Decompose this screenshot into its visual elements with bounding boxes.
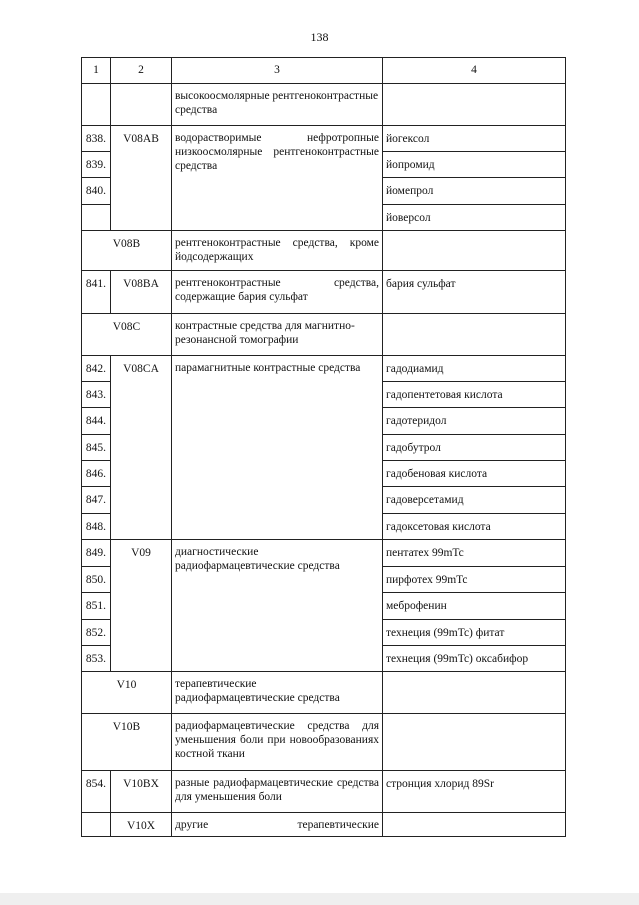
group-name	[172, 126, 383, 231]
table-row	[82, 714, 566, 771]
table-row	[82, 314, 566, 356]
drug-name: гадотеридол	[383, 408, 566, 435]
header-col-1: 1	[82, 58, 111, 84]
group-name: рентгеноконтрастные средства, кроме йодсодержащих	[172, 231, 383, 271]
table-row	[82, 540, 566, 567]
table-row	[82, 231, 566, 271]
drug-name: гадодиамид	[383, 356, 566, 382]
drug-name: йопромид	[383, 152, 566, 178]
drug-name: гадобеновая кислота	[383, 461, 566, 487]
row-number: 849.	[82, 540, 111, 567]
atc-code: V08AB	[111, 126, 172, 231]
atc-code: V10B	[82, 714, 172, 771]
group-name: рентгеноконтрастные средства, содержащие бария сульфат	[172, 271, 383, 314]
header-col-2: 2	[111, 58, 172, 84]
header-row	[82, 58, 566, 84]
drug-name: йомепрол	[383, 178, 566, 205]
atc-code: V08C	[82, 314, 172, 356]
drug-name: йогексол	[383, 126, 566, 152]
drug-name: пирфотех 99mTc	[383, 567, 566, 593]
row-number: 839.	[82, 152, 111, 178]
row-number: 847.	[82, 487, 111, 514]
table-row	[82, 271, 566, 314]
atc-code: V09	[111, 540, 172, 672]
drug-name: гадопентетовая кислота	[383, 382, 566, 408]
row-number: 838.	[82, 126, 111, 152]
group-name-text: водорастворимые нефротропные низкоосмолярные рентгеноконтрастные средства	[175, 132, 379, 172]
atc-code: V10BX	[111, 771, 172, 813]
group-name-text: парамагнитные контрастные средства	[175, 362, 361, 374]
table-row	[82, 672, 566, 714]
group-name: другие терапевтические	[172, 813, 383, 837]
drug-name: пентатех 99mTc	[383, 540, 566, 567]
drug-name: технеция (99mTc) оксабифор	[383, 646, 566, 672]
row-number: 840.	[82, 178, 111, 205]
drug-table	[81, 57, 566, 837]
group-name	[172, 356, 383, 540]
row-number: 842.	[82, 356, 111, 382]
drug-name: бария сульфат	[383, 271, 566, 314]
row-number: 841.	[82, 271, 111, 314]
header-col-4: 4	[383, 58, 566, 84]
row-number: 854.	[82, 771, 111, 813]
drug-name: стронция хлорид 89Sr	[383, 771, 566, 813]
group-name: диагностические радиофармацевтические средства	[172, 540, 383, 672]
row-number: 845.	[82, 435, 111, 461]
drug-name: технеция (99mTc) фитат	[383, 620, 566, 646]
row-number: 843.	[82, 382, 111, 408]
group-name: контрастные средства для магнитно-резонансной томографии	[172, 314, 383, 356]
group-name: разные радиофармацевтические средства для уменьшения боли	[172, 771, 383, 813]
drug-name: йоверсол	[383, 205, 566, 231]
table-row	[82, 126, 566, 152]
row-number: 851.	[82, 593, 111, 620]
table-row	[82, 356, 566, 382]
drug-name: гадоксетовая кислота	[383, 514, 566, 540]
atc-code: V10	[82, 672, 172, 714]
table-row	[82, 771, 566, 813]
page-number: 138	[310, 30, 329, 44]
table-row	[82, 813, 566, 837]
atc-code: V10X	[111, 813, 172, 837]
atc-code: V08BA	[111, 271, 172, 314]
atc-code: V08CA	[111, 356, 172, 540]
row-number: 850.	[82, 567, 111, 593]
row-number: 846.	[82, 461, 111, 487]
group-name: высокоосмолярные рентгеноконтрастные средства	[172, 84, 383, 126]
header-col-3: 3	[172, 58, 383, 84]
atc-code: V08B	[82, 231, 172, 271]
group-name: радиофармацевтические средства для уменьшения боли при новообразованиях костной ткани	[172, 714, 383, 771]
drug-name: меброфенин	[383, 593, 566, 620]
viewer-bottom-bar	[0, 893, 639, 905]
row-number: 848.	[82, 514, 111, 540]
row-number: 853.	[82, 646, 111, 672]
table-row	[82, 84, 566, 126]
drug-name: гадоверсетамид	[383, 487, 566, 514]
group-name: терапевтические радиофармацевтические средства	[172, 672, 383, 714]
drug-name: гадобутрол	[383, 435, 566, 461]
row-number: 844.	[82, 408, 111, 435]
row-number: 852.	[82, 620, 111, 646]
